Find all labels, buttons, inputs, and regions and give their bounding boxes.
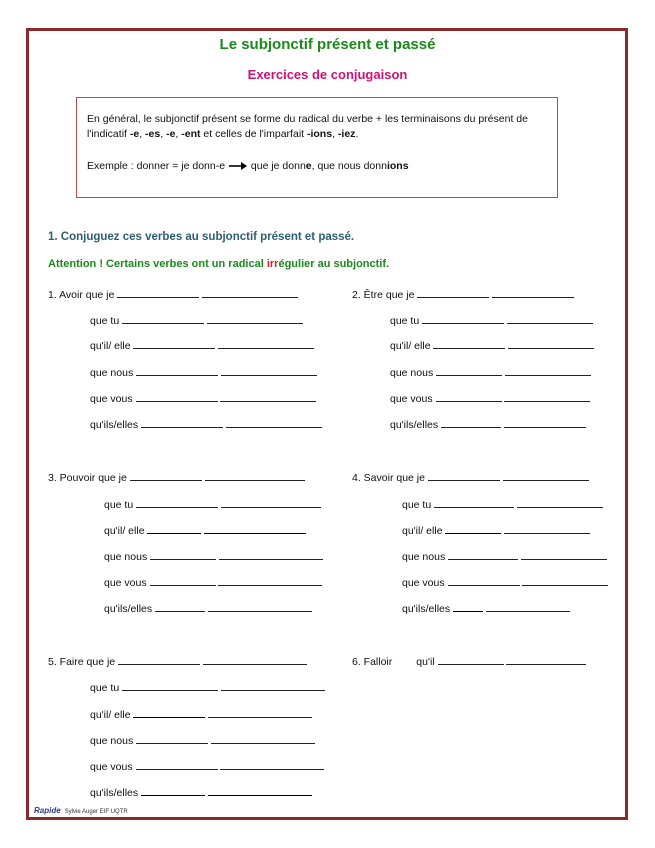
verb2-row6: qu'ils/elles [390, 417, 586, 431]
answer-blank[interactable] [136, 733, 208, 744]
answer-blank[interactable] [505, 365, 591, 376]
answer-blank[interactable] [448, 575, 520, 586]
answer-blank[interactable] [486, 601, 570, 612]
verb2-row4: que nous [390, 365, 591, 379]
rule-text: En général, le subjonctif présent se forme du radical du verbe + les terminaisons du présent de l'indicatif -e, -es, -e, -ent et celles de l'imparfait -ions, -iez. [87, 113, 528, 140]
answer-blank[interactable] [136, 365, 218, 376]
answer-blank[interactable] [436, 365, 502, 376]
answer-blank[interactable] [506, 654, 586, 665]
verb3-row6: qu'ils/elles [104, 601, 312, 615]
exercise-heading: 1. Conjuguez ces verbes au subjonctif présent et passé. [48, 231, 355, 243]
answer-blank[interactable] [203, 654, 307, 665]
publisher-logo: Rapide [34, 806, 61, 815]
verb5-row3: qu'il/ elle [90, 707, 312, 721]
verb6-row1: 6. Falloir qu'il [352, 654, 586, 668]
attention-note: Attention ! Certains verbes ont un radical irrégulier au subjonctif. [48, 258, 390, 270]
answer-blank[interactable] [417, 287, 489, 298]
verb4-row1: 4. Savoir que je [352, 470, 589, 484]
verb2-row1: 2. Être que je [352, 287, 574, 301]
verb1-row4: que nous [90, 365, 317, 379]
answer-blank[interactable] [226, 417, 322, 428]
answer-blank[interactable] [433, 338, 505, 349]
answer-blank[interactable] [133, 338, 215, 349]
answer-blank[interactable] [207, 313, 303, 324]
answer-blank[interactable] [453, 601, 483, 612]
answer-blank[interactable] [122, 313, 204, 324]
answer-blank[interactable] [208, 707, 312, 718]
verb4-row2: que tu [402, 497, 603, 511]
answer-blank[interactable] [133, 707, 205, 718]
rule-box [76, 97, 558, 198]
answer-blank[interactable] [202, 287, 298, 298]
answer-blank[interactable] [218, 575, 322, 586]
page-title: Le subjonctif présent et passé [219, 36, 436, 53]
verb1-row1: 1. Avoir que je [48, 287, 298, 301]
answer-blank[interactable] [436, 391, 502, 402]
verb5-row6: qu'ils/elles [90, 785, 312, 799]
answer-blank[interactable] [441, 417, 501, 428]
answer-blank[interactable] [221, 365, 317, 376]
answer-blank[interactable] [122, 680, 218, 691]
answer-blank[interactable] [504, 523, 590, 534]
verb5-row1: 5. Faire que je [48, 654, 307, 668]
answer-blank[interactable] [517, 497, 603, 508]
verb4-row4: que nous [402, 549, 607, 563]
verb3-row1: 3. Pouvoir que je [48, 470, 305, 484]
answer-blank[interactable] [155, 601, 205, 612]
answer-blank[interactable] [150, 575, 216, 586]
verb1-row5: que vous [90, 391, 316, 405]
answer-blank[interactable] [438, 654, 504, 665]
answer-blank[interactable] [221, 497, 321, 508]
answer-blank[interactable] [521, 549, 607, 560]
answer-blank[interactable] [220, 391, 316, 402]
verb4-row6: qu'ils/elles [402, 601, 570, 615]
answer-blank[interactable] [130, 470, 202, 481]
verb2-row2: que tu [390, 313, 593, 327]
answer-blank[interactable] [117, 287, 199, 298]
verb1-row2: que tu [90, 313, 303, 327]
verb2-row3: qu'il/ elle [390, 338, 594, 352]
answer-blank[interactable] [136, 391, 218, 402]
verb1-row3: qu'il/ elle [90, 338, 314, 352]
answer-blank[interactable] [205, 470, 305, 481]
answer-blank[interactable] [147, 523, 201, 534]
verb3-row2: que tu [104, 497, 321, 511]
answer-blank[interactable] [141, 785, 205, 796]
answer-blank[interactable] [522, 575, 608, 586]
answer-blank[interactable] [504, 391, 590, 402]
answer-blank[interactable] [136, 497, 218, 508]
page-subtitle: Exercices de conjugaison [247, 67, 408, 82]
verb5-row4: que nous [90, 733, 315, 747]
arrow-right-icon [228, 161, 248, 171]
answer-blank[interactable] [448, 549, 518, 560]
answer-blank[interactable] [118, 654, 200, 665]
verb3-row5: que vous [104, 575, 322, 589]
answer-blank[interactable] [508, 338, 594, 349]
answer-blank[interactable] [150, 549, 216, 560]
verb5-row2: que tu [90, 680, 325, 694]
answer-blank[interactable] [507, 313, 593, 324]
answer-blank[interactable] [503, 470, 589, 481]
answer-blank[interactable] [208, 601, 312, 612]
rule-example: Exemple : donner = je donn-e que je donne, que nous donnions [87, 160, 409, 172]
answer-blank[interactable] [211, 733, 315, 744]
footer-credit: Rapide Sylvie Auger EIF UQTR [34, 806, 128, 815]
answer-blank[interactable] [221, 680, 325, 691]
verb4-row3: qu'il/ elle [402, 523, 590, 537]
answer-blank[interactable] [218, 338, 314, 349]
answer-blank[interactable] [204, 523, 306, 534]
verb3-row3: qu'il/ elle [104, 523, 306, 537]
verb1-row6: qu'ils/elles [90, 417, 322, 431]
answer-blank[interactable] [492, 287, 574, 298]
verb3-row4: que nous [104, 549, 323, 563]
answer-blank[interactable] [220, 759, 324, 770]
verb4-row5: que vous [402, 575, 608, 589]
answer-blank[interactable] [445, 523, 501, 534]
answer-blank[interactable] [208, 785, 312, 796]
answer-blank[interactable] [141, 417, 223, 428]
answer-blank[interactable] [219, 549, 323, 560]
answer-blank[interactable] [434, 497, 514, 508]
answer-blank[interactable] [422, 313, 504, 324]
answer-blank[interactable] [504, 417, 586, 428]
answer-blank[interactable] [136, 759, 218, 770]
verb2-row5: que vous [390, 391, 590, 405]
verb5-row5: que vous [90, 759, 324, 773]
answer-blank[interactable] [428, 470, 500, 481]
